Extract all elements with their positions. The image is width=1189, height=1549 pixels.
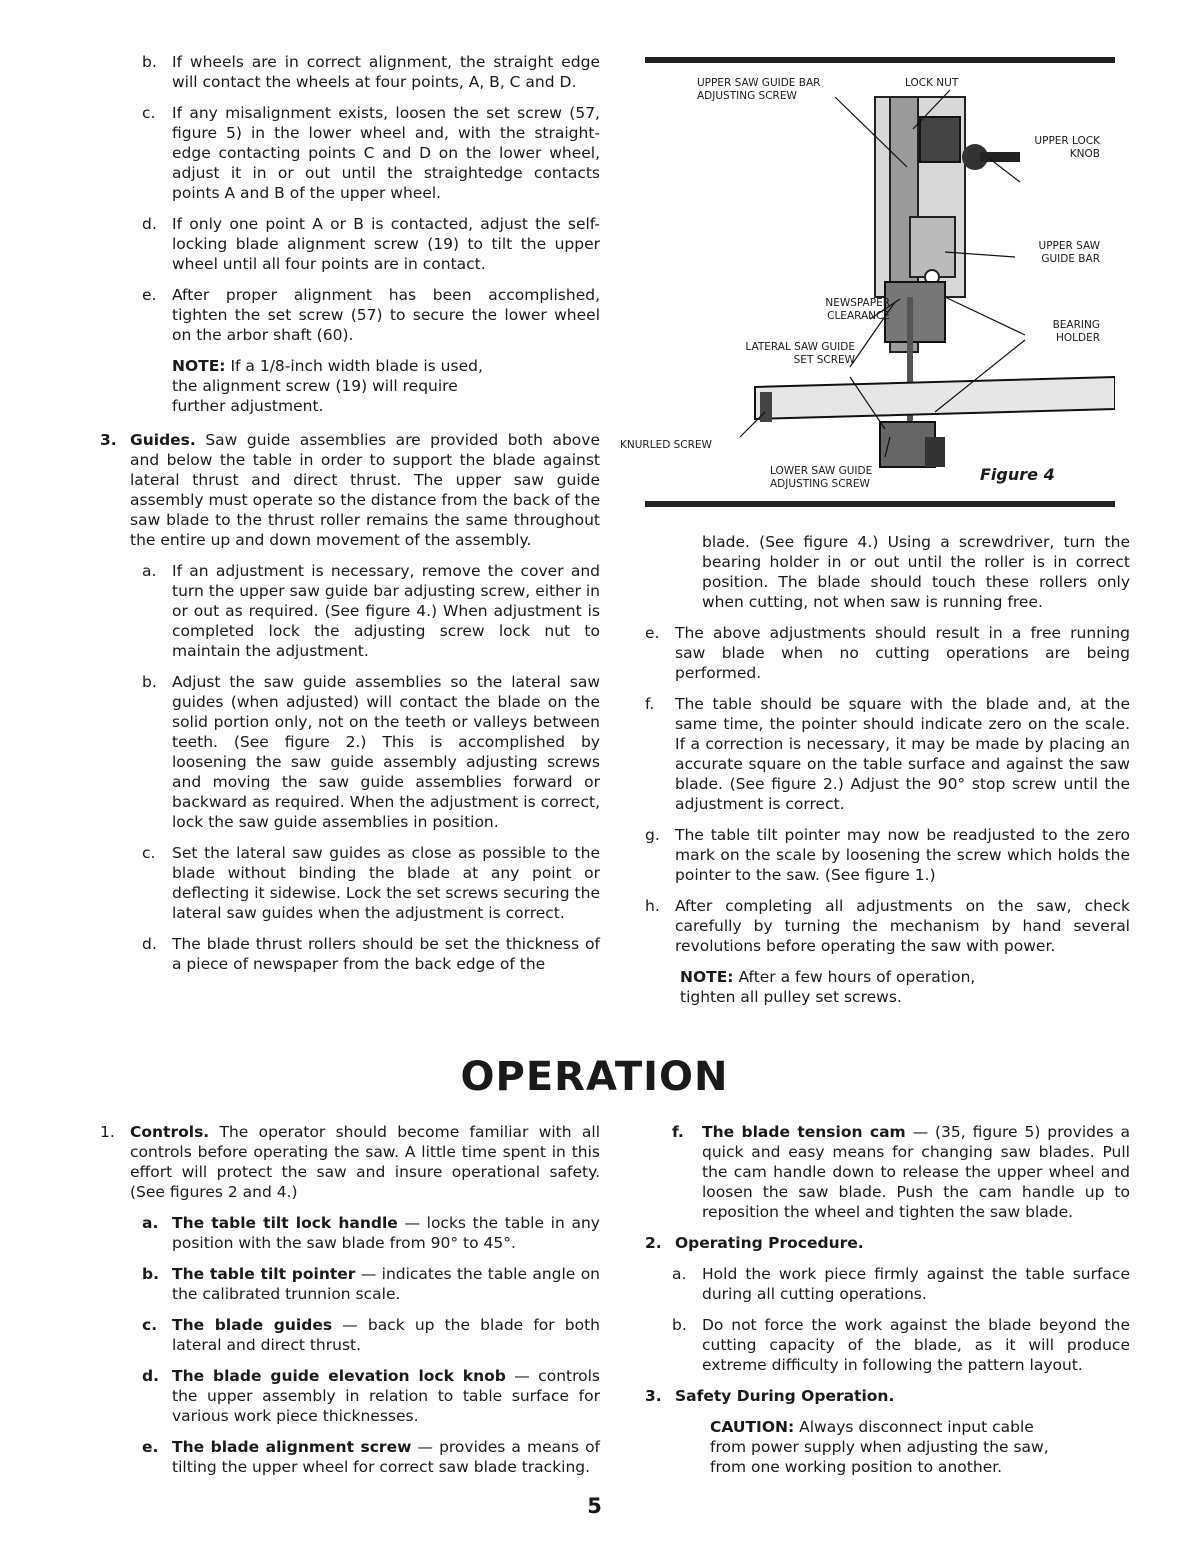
item-title: The blade tension cam [702, 1123, 906, 1141]
note [142, 356, 512, 416]
label-upper-lock-knob: UPPER LOCK KNOB [1034, 135, 1100, 160]
list-item [142, 1366, 600, 1426]
section-number: 2. [645, 1234, 662, 1252]
bandsaw-guide-diagram [645, 57, 1115, 507]
caution-note [680, 1417, 1070, 1477]
list-item [142, 1437, 600, 1477]
item-text: — provides a means of tilting the upper wheel for correct saw blade tracking. [172, 1438, 601, 1476]
list-item [645, 825, 1130, 885]
item-text: — controls the upper assembly in relation to table surface for various work piece thicknesses. [172, 1367, 600, 1425]
section-number: 3. [100, 431, 117, 449]
item-label: f. [672, 1123, 684, 1141]
list-item [142, 52, 600, 92]
label-lower-saw-guide-adjusting-screw: LOWER SAW GUIDE ADJUSTING SCREW [770, 465, 873, 490]
item-text: Set the lateral saw guides as close as possible to the blade without binding the blade at any point or deflecting it sidewise. Lock the set screws securing the lateral saw guides when the adjustment is correct. [172, 844, 600, 922]
item-label: h. [645, 897, 660, 915]
section-title: Controls. [130, 1123, 210, 1141]
section-text: The operator should become familiar with all controls before operating the saw. A little time spent in this effort will protect the saw and insure operational safety. (See figures 2 and 4.) [130, 1123, 600, 1201]
section-controls [100, 1122, 600, 1202]
item-text: — indicates the table angle on the calibrated trunnion scale. [172, 1265, 600, 1303]
list-item [672, 1315, 1130, 1375]
list-item [142, 103, 600, 203]
list-item [142, 672, 600, 832]
section-safety [645, 1386, 1130, 1406]
item-text: If only one point A or B is contacted, adjust the self-locking blade alignment screw (19) to tilt the upper wheel until all four points are in contact. [172, 215, 600, 273]
label-upper-saw-guide-bar-adjusting-screw: UPPER SAW GUIDE BAR ADJUSTING SCREW [697, 77, 821, 102]
list-item [142, 843, 600, 923]
section-guides [100, 430, 600, 550]
item-text: The blade thrust rollers should be set the thickness of a piece of newspaper from the back edge of the [172, 935, 600, 973]
caution-label: CAUTION: [710, 1418, 795, 1436]
item-label: a. [142, 1214, 159, 1232]
list-item [645, 896, 1130, 956]
item-label: b. [672, 1316, 687, 1334]
label-bearing-holder: BEARING HOLDER [1052, 319, 1100, 344]
item-text: Do not force the work against the blade beyond the cutting capacity of the blade, as it will produce extreme difficulty in following the pattern layout. [702, 1316, 1130, 1374]
item-title: The table tilt pointer [172, 1265, 356, 1283]
section-number: 3. [645, 1387, 662, 1405]
figure-caption: Figure 4 [980, 465, 1055, 484]
item-label: b. [142, 1265, 159, 1283]
item-text: The table tilt pointer may now be readjusted to the zero mark on the scale by loosening the screw which holds the pointer to the saw. (See figure 1.) [675, 826, 1130, 884]
item-label: a. [142, 562, 157, 580]
section-title: Guides. [130, 431, 196, 449]
list-item [142, 285, 600, 345]
note-label: NOTE: [172, 357, 226, 375]
right-column [645, 532, 1130, 1018]
item-label: c. [142, 1316, 158, 1334]
note-text: After a few hours of operation, tighten all pulley set screws. [680, 968, 976, 1006]
item-label: c. [142, 844, 156, 862]
list-item [142, 561, 600, 661]
item-title: The blade alignment screw [172, 1438, 412, 1456]
list-item [645, 694, 1130, 814]
item-text: — locks the table in any position with the saw blade from 90° to 45°. [172, 1214, 600, 1252]
item-title: The table tilt lock handle [172, 1214, 398, 1232]
item-label: e. [142, 1438, 159, 1456]
operation-left-column [100, 1122, 601, 1488]
item-text: After completing all adjustments on the saw, check carefully by turning the mechanism by hand several revolutions before operating the saw with power. [675, 897, 1130, 955]
operation-right-column [645, 1122, 1130, 1488]
section-number: 1. [100, 1123, 115, 1141]
list-item [142, 214, 600, 274]
section-title: Safety During Operation. [675, 1387, 895, 1405]
item-text: If wheels are in correct alignment, the straight edge will contact the wheels at four points, A, B, C and D. [172, 53, 600, 91]
item-label: e. [142, 286, 157, 304]
item-text: The above adjustments should result in a free running saw blade when no cutting operations are being performed. [675, 624, 1130, 682]
list-item [672, 1122, 1130, 1222]
continuation-text: blade. (See figure 4.) Using a screwdriver, turn the bearing holder in or out until the roller is in correct position. The blade should touch these rollers only when cutting, not when saw is running free. [702, 533, 1130, 611]
item-label: b. [142, 53, 157, 71]
continuation-paragraph [672, 532, 1130, 612]
item-label: d. [142, 1367, 159, 1385]
list-item [142, 1213, 600, 1253]
list-item [142, 934, 600, 974]
item-label: b. [142, 673, 157, 691]
label-lock-nut: LOCK NUT [905, 77, 959, 89]
item-text: If an adjustment is necessary, remove the cover and turn the upper saw guide bar adjusting screw, either in or out as required. (See figure 4.) When adjustment is completed lock the adjusting screw lock nut to maintain the adjustment. [172, 562, 600, 660]
item-title: The blade guides [172, 1316, 333, 1334]
item-label: a. [672, 1265, 687, 1283]
section-title: Operating Procedure. [675, 1234, 864, 1252]
list-item [672, 1264, 1130, 1304]
list-item [645, 623, 1130, 683]
item-text: After proper alignment has been accomplished, tighten the set screw (57) to secure the lower wheel on the arbor shaft (60). [172, 286, 600, 344]
note-text: If a 1/8-inch width blade is used, the alignment screw (19) will require further adjustment. [172, 357, 483, 415]
item-text: — (35, figure 5) provides a quick and easy means for changing saw blades. Pull the cam handle down to release the upper wheel and loosen the saw blade. Push the cam handle up to reposition the wheel and tighten the saw blade. [702, 1123, 1130, 1221]
left-column [100, 52, 600, 985]
item-label: f. [645, 695, 655, 713]
note-label: NOTE: [680, 968, 734, 986]
note [650, 967, 980, 1007]
caution-text: Always disconnect input cable from power supply when adjusting the saw, from one working position to another. [710, 1418, 1049, 1476]
item-label: d. [142, 935, 157, 953]
figure-4 [620, 57, 1115, 507]
item-label: g. [645, 826, 660, 844]
item-text: Adjust the saw guide assemblies so the lateral saw guides (when adjusted) will contact the blade on the solid portion only, not on the teeth or valleys between teeth. (See figure 2.) This is accomplished by loosening the saw guide assembly adjusting screws and moving the saw guide assemblies forward or backward as required. When the adjustment is correct, lock the saw guide assemblies in position. [172, 673, 600, 831]
item-label: d. [142, 215, 157, 233]
section-operating-procedure [645, 1233, 1130, 1253]
item-text: Hold the work piece firmly against the table surface during all cutting operations. [702, 1265, 1130, 1303]
page-number: 5 [587, 1494, 602, 1518]
label-knurled-screw: KNURLED SCREW [620, 439, 712, 451]
label-upper-saw-guide-bar: UPPER SAW GUIDE BAR [1038, 240, 1100, 265]
item-text: If any misalignment exists, loosen the set screw (57, figure 5) in the lower wheel and, with the straight-edge contacting points C and D on the lower wheel, adjust it in or out until the straightedge contacts points A and B of the upper wheel. [172, 104, 600, 202]
item-text: — back up the blade for both lateral and direct thrust. [172, 1316, 600, 1354]
list-item [142, 1315, 600, 1355]
item-label: e. [645, 624, 660, 642]
list-item [142, 1264, 600, 1304]
item-title: The blade guide elevation lock knob [172, 1367, 506, 1385]
section-text: Saw guide assemblies are provided both above and below the table in order to support the blade against lateral thrust and direct thrust. The upper saw guide assembly must operate so the distance from the back of the saw blade to the thrust roller remains the same throughout the entire up and down movement of the assembly. [130, 431, 600, 549]
label-lateral-saw-guide-set-screw: LATERAL SAW GUIDE SET SCREW [745, 341, 855, 366]
section-heading-operation: OPERATION [460, 1054, 729, 1100]
item-label: c. [142, 104, 156, 122]
item-text: The table should be square with the blade and, at the same time, the pointer should indicate zero on the scale. If a correction is necessary, it may be made by placing an accurate square on the table surface and against the saw blade. (See figure 2.) Adjust the 90° stop screw until the adjustment is correct. [675, 695, 1130, 813]
label-newspaper-clearance: NEWSPAPER CLEARANCE [825, 297, 890, 322]
